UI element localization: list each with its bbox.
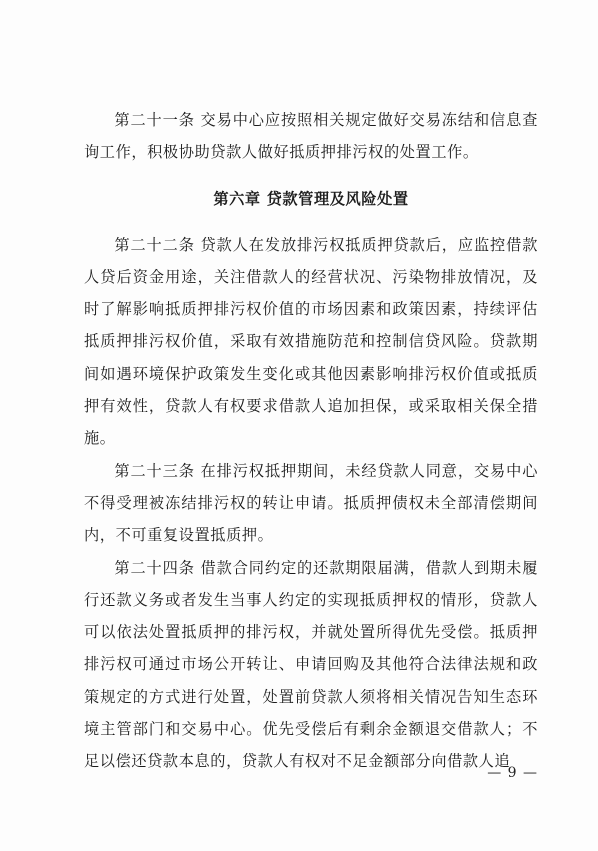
article-21-paragraph: 第二十一条 交易中心应按照相关规定做好交易冻结和信息查询工作，积极协助贷款人做好抵质押排污权的处置工作。: [84, 111, 538, 162]
article-22-paragraph: 第二十二条 贷款人在发放排污权抵质押贷款后，应监控借款人贷后资金用途，关注借款人的经营状况、污染物排放情况，及时了解影响抵质押排污权价值的市场因素和政策因素，持续评估抵质押排污权价值，采取有效措施防范和控制信贷风险。贷款期间如遇环境保护政策发生变化或其他因素影响排污权价值或抵质押有效性，贷款人有权要求借款人追加担保，或采取相关保全措施。: [84, 235, 538, 448]
page-content: [84, 104, 538, 778]
article-24-paragraph: 第二十四条 借款合同约定的还款期限届满，借款人到期未履行还款义务或者发生当事人约定的实现抵质押权的情形，贷款人可以依法处置抵质押的排污权，并就处置所得优先受偿。抵质押排污权可通过市场公开转让、申请回购及其他符合法律法规和政策规定的方式进行处置，处置前贷款人须将相关情况告知生态环境主管部门和交易中心。优先受偿后有剩余金额退交借款人；不足以偿还贷款本息的，贷款人有权对不足金额部分向借款人追: [84, 558, 538, 771]
chapter-heading: 第六章 贷款管理及风险处置: [213, 189, 409, 208]
article-23-paragraph: 第二十三条 在排污权抵押期间，未经贷款人同意，交易中心不得受理被冻结排污权的转让申请。抵质押债权未全部清偿期间内，不可重复设置抵质押。: [84, 461, 538, 545]
page-number: — 9 —: [487, 765, 538, 781]
